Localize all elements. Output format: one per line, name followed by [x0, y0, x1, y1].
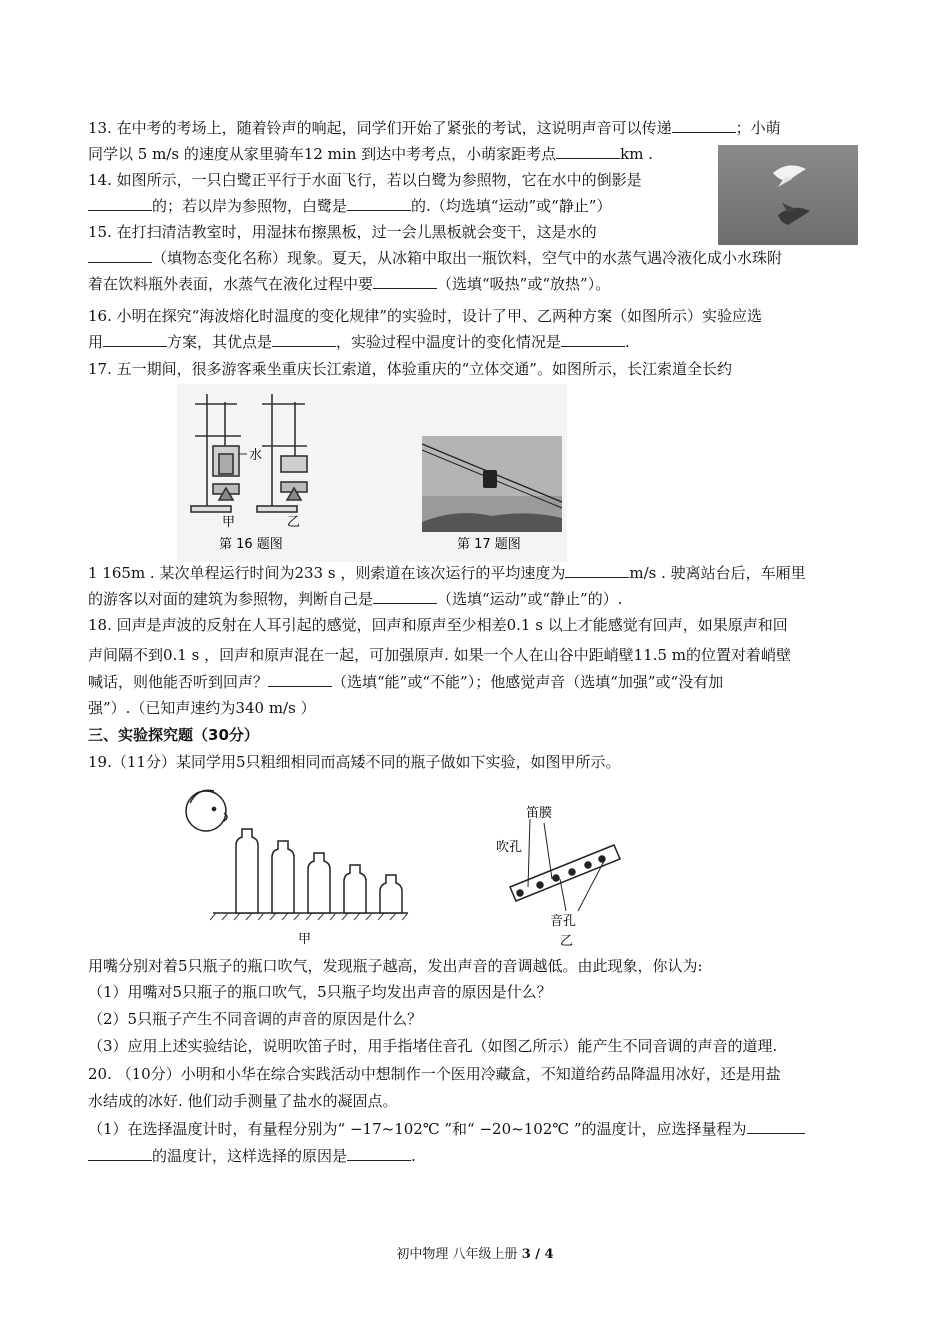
blank[interactable] [347, 1146, 411, 1161]
q20-line1: 20. （10分）小明和小华在综合实践活动中想制作一个医用冷藏盒，不知道给药品降温用冰好，还是用盐 [88, 1065, 781, 1083]
fig19-yinkong-label: 音孔 [550, 914, 577, 929]
figure-16-17 [177, 384, 567, 562]
fig16-water-label: 水 [249, 448, 263, 463]
q14-line2: 的；若以岸为参照物，白鹭是 的.（均选填“运动”或“静止”） [88, 195, 611, 217]
q15-line3: 着在饮料瓶外表面，水蒸气在液化过程中要 （选填“吸热”或“放热”）。 [88, 275, 611, 293]
egret-photo [718, 145, 858, 245]
blank[interactable] [373, 589, 437, 604]
q20-line4: 的温度计，这样选择的原因是 . [88, 1145, 416, 1167]
section-title: 三、实验探究题（30分） [88, 726, 259, 744]
fig17-caption: 第 17 题图 [457, 537, 521, 552]
q15-line1: 15. 在打扫清洁教室时，用湿抹布擦黑板，过一会儿黑板就会变干，这是水的 [88, 223, 597, 241]
q18-line1: 18. 回声是声波的反射在人耳引起的感觉，回声和原声至少相差0.1 s 以上才能感觉有回声，如果原声和回 [88, 616, 788, 634]
q16-line1: 16. 小明在探究“海波熔化时温度的变化规律”的实验时，设计了甲、乙两种方案（如图所示）实验应选 [88, 307, 762, 325]
fig19-dimo-label: 笛膜 [526, 806, 553, 821]
blank[interactable] [561, 332, 625, 347]
q19-sub2: （2）5只瓶子产生不同音调的声音的原因是什么？ [88, 1010, 423, 1028]
q19-sub3: （3）应用上述实验结论，说明吹笛子时，用手指堵住音孔（如图乙所示）能产生不同音调的声音的道理. [88, 1037, 778, 1055]
blank[interactable] [88, 248, 152, 263]
blank[interactable] [672, 118, 736, 133]
fig19-yi-label: 乙 [560, 934, 574, 949]
blank[interactable] [88, 1146, 152, 1161]
blank[interactable] [272, 332, 336, 347]
blank[interactable] [556, 144, 620, 159]
q13-line2: 同学以 5 m/s 的速度从家里骑车12 min 到达中考考点，小萌家距考点 km . [88, 145, 653, 163]
fig16-caption: 第 16 题图 [219, 537, 283, 552]
q13-line1: 13. 在中考的考场上，随着铃声的响起，同学们开始了紧张的考试，这说明声音可以传递 ；小萌 [88, 119, 781, 137]
fig19-jia-label: 甲 [298, 932, 312, 947]
blank[interactable] [373, 274, 437, 289]
q18-line3: 喊话，则他能否听到回声？ （选填“能”或“不能”）；他感觉声音（选填“加强”或“没有加 [88, 673, 724, 691]
figure-19 [178, 783, 648, 958]
q16-line2: 用 方案，其优点是 ，实验过程中温度计的变化情况是 . [88, 333, 630, 351]
q14-line1: 14. 如图所示，一只白鹭正平行于水面飞行，若以白鹭为参照物，它在水中的倒影是 [88, 171, 642, 189]
q18-line2: 声间隔不到0.1 s ，回声和原声混在一起，可加强原声. 如果一个人在山谷中距峭壁11.5 m的位置对着峭壁 [88, 646, 792, 664]
q17-line2: 1 165m . 某次单程运行时间为233 s ，则索道在该次运行的平均速度为 m/s . 驶离站台后，车厢里 [88, 564, 806, 582]
q20-line2: 水结成的冰好. 他们动手测量了盐水的凝固点。 [88, 1092, 398, 1110]
page-number: 3 / 4 [521, 1247, 554, 1262]
blank[interactable] [565, 563, 629, 578]
blank[interactable] [103, 332, 167, 347]
page-footer: 初中物理 八年级上册 3 / 4 [396, 1247, 554, 1262]
q19-sub1: （1）用嘴对5只瓶子的瓶口吹气，5只瓶子均发出声音的原因是什么？ [88, 983, 552, 1001]
fig16-jia-label: 甲 [222, 515, 236, 530]
blank[interactable] [88, 196, 152, 211]
q19-line1: 19.（11分）某同学用5只粗细相同而高矮不同的瓶子做如下实验，如图甲所示。 [88, 753, 621, 771]
q18-line4: 强”）.（已知声速约为340 m/s ） [88, 699, 316, 717]
blank[interactable] [347, 196, 411, 211]
blank[interactable] [747, 1119, 805, 1134]
q19-line2: 用嘴分别对着5只瓶子的瓶口吹气，发现瓶子越高，发出声音的音调越低。由此现象，你认为: [88, 957, 703, 975]
blank[interactable] [268, 672, 332, 687]
q17-line1: 17. 五一期间，很多游客乘坐重庆长江索道，体验重庆的“立体交通”。如图所示，长江索道全长约 [88, 360, 732, 378]
fig19-chuikong-label: 吹孔 [496, 840, 523, 855]
q15-line2: （填物态变化名称）现象。夏天，从冰箱中取出一瓶饮料，空气中的水蒸气遇冷液化成小水珠附 [88, 247, 782, 269]
q20-line3: （1）在选择温度计时，有量程分别为“ −17~102℃ ”和“ −20~102℃ ”的温度计，应选择量程为 [88, 1118, 805, 1140]
fig16-yi-label: 乙 [287, 515, 301, 530]
q17-line3: 的游客以对面的建筑为参照物，判断自己是 （选填“运动”或“静止”的）. [88, 590, 623, 608]
